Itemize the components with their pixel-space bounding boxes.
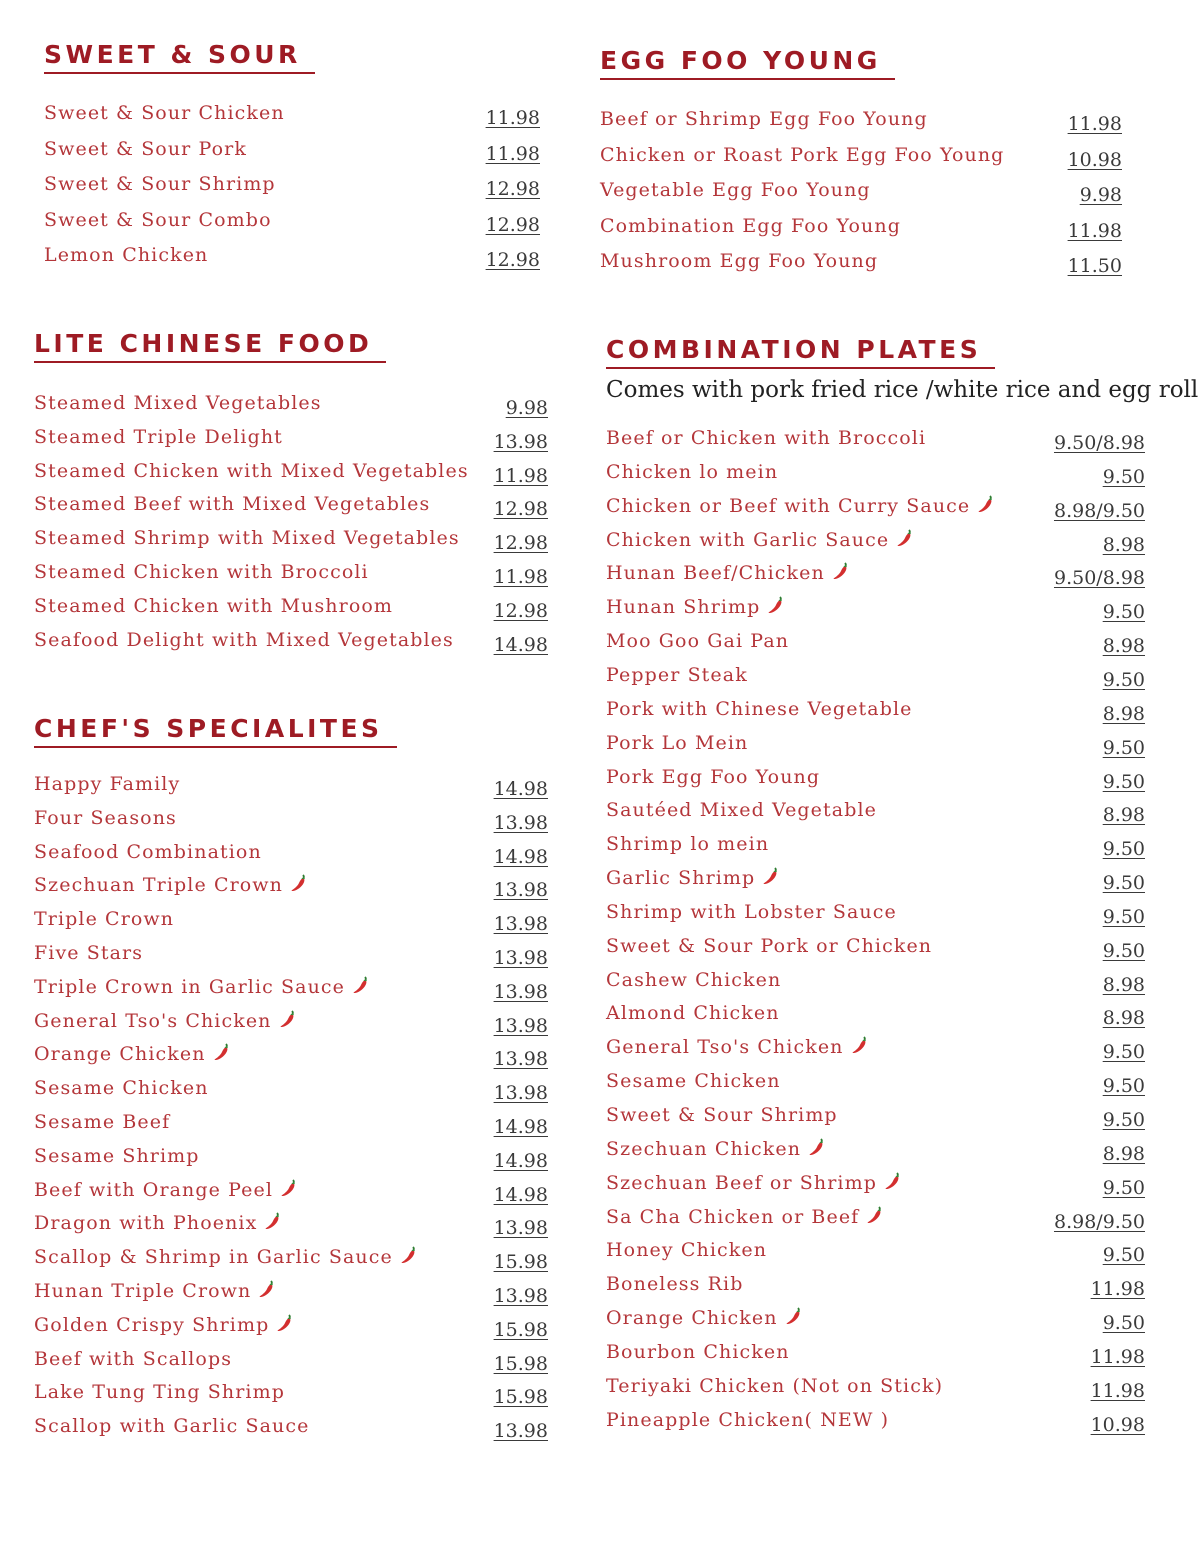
menu-item-name: Shrimp lo mein — [606, 833, 770, 856]
menu-item-price: 14.98 — [493, 1149, 548, 1172]
chili-pepper-icon — [279, 1178, 299, 1204]
menu-item-name: Steamed Chicken with Broccoli — [34, 561, 369, 583]
menu-item — [606, 1340, 790, 1364]
menu-item — [606, 1035, 870, 1061]
menu-item — [34, 391, 322, 415]
menu-item-price: 11.98 — [1090, 1278, 1145, 1301]
menu-item-price: 13.98 — [493, 1014, 548, 1037]
menu-item-price: 14.98 — [493, 633, 548, 656]
menu-item-price: 12.98 — [493, 532, 548, 555]
section-title: EGG FOO YOUNG — [600, 46, 895, 80]
menu-item-name: Szechuan Triple Crown — [34, 874, 284, 897]
menu-item-name: Seafood Combination — [34, 840, 262, 863]
menu-item-name: Steamed Triple Delight — [34, 425, 283, 448]
menu-item — [34, 560, 369, 584]
menu-item-name: Beef with Scallops — [34, 1347, 233, 1370]
menu-item — [600, 249, 878, 273]
menu-item — [606, 663, 748, 687]
menu-item — [34, 840, 262, 864]
menu-item — [606, 1238, 767, 1262]
menu-item — [606, 765, 820, 789]
menu-item-price: 9.50 — [1102, 1244, 1145, 1267]
menu-item — [34, 1042, 232, 1068]
menu-item-price: 10.98 — [1090, 1413, 1145, 1436]
menu-item-price: 11.98 — [485, 142, 540, 165]
menu-item-name: Beef with Orange Peel — [34, 1178, 274, 1201]
menu-item-name: Sesame Beef — [34, 1111, 171, 1133]
menu-item-price: 13.98 — [493, 980, 548, 1003]
menu-item — [34, 425, 283, 449]
menu-item-name: Mushroom Egg Foo Young — [600, 250, 879, 272]
menu-item-price: 9.50 — [1102, 1176, 1145, 1199]
menu-item-name: Hunan Shrimp — [606, 596, 761, 619]
chili-pepper-icon — [865, 1205, 885, 1231]
menu-item-name: Chicken lo mein — [606, 460, 779, 483]
menu-item — [606, 832, 769, 856]
menu-item-price: 13.98 — [493, 1285, 548, 1307]
menu-item-name: Sesame Chicken — [606, 1070, 781, 1093]
menu-item — [606, 697, 912, 721]
menu-item — [34, 806, 177, 830]
menu-item — [606, 968, 781, 992]
chili-pepper-icon — [850, 1035, 870, 1061]
menu-item-price: 8.98 — [1102, 635, 1145, 658]
menu-item-name: Sweet & Sour Pork — [44, 137, 247, 160]
menu-item-price: 9.50 — [1102, 1041, 1145, 1064]
menu-item-name: Sweet & Sour Shrimp — [44, 173, 276, 195]
menu-item-price: 11.98 — [1067, 219, 1122, 242]
menu-item — [34, 1144, 200, 1168]
menu-item-name: Sweet & Sour Combo — [44, 208, 272, 231]
chili-pepper-icon — [976, 494, 996, 520]
section-subtitle: Comes with pork fried rice /white rice and egg roll — [606, 377, 1199, 403]
menu-item — [606, 460, 778, 484]
menu-item-name: Orange Chicken — [606, 1307, 778, 1330]
menu-item-price: 12.98 — [493, 599, 548, 622]
menu-item-name: Steamed Beef with Mixed Vegetables — [34, 493, 431, 516]
menu-item-price: 13.98 — [493, 1082, 548, 1105]
menu-item — [606, 1069, 781, 1093]
menu-item-price: 10.98 — [1067, 148, 1122, 171]
menu-item — [34, 941, 143, 965]
menu-item — [600, 107, 928, 131]
menu-item — [34, 594, 393, 618]
menu-item — [34, 1178, 299, 1204]
menu-item-name: Sweet & Sour Shrimp — [606, 1104, 838, 1126]
menu-item — [34, 1313, 295, 1339]
menu-item-name: Chicken or Roast Pork Egg Foo Young — [600, 143, 1005, 166]
menu-item-price: 8.98 — [1102, 533, 1145, 556]
menu-item-name: Beef or Chicken with Broccoli — [606, 427, 927, 449]
menu-item-name: Triple Crown in Garlic Sauce — [34, 975, 345, 998]
menu-item-name: General Tso's Chicken — [606, 1036, 844, 1059]
menu-item-name: Golden Crispy Shrimp — [34, 1313, 270, 1336]
menu-item — [606, 1205, 885, 1231]
menu-item-price: 13.98 — [493, 430, 548, 453]
chili-pepper-icon — [784, 1306, 804, 1332]
menu-item-price: 9.98 — [505, 397, 548, 419]
menu-item-name: Teriyaki Chicken (Not on Stick) — [606, 1374, 944, 1397]
menu-item-name: Lake Tung Ting Shrimp — [34, 1381, 285, 1404]
menu-item-price: 13.98 — [493, 1217, 548, 1240]
menu-item — [34, 1380, 285, 1404]
menu-item-name: Pork Egg Foo Young — [606, 765, 821, 788]
menu-item-price: 15.98 — [493, 1352, 548, 1375]
chili-pepper-icon — [761, 866, 781, 892]
menu-item-name: Sa Cha Chicken or Beef — [606, 1205, 860, 1228]
menu-item — [606, 731, 748, 755]
menu-item-price: 13.98 — [493, 913, 548, 936]
menu-item — [606, 426, 926, 450]
chili-pepper-icon — [257, 1279, 277, 1305]
menu-item-price: 9.50 — [1102, 1312, 1145, 1335]
menu-item-price: 11.98 — [1090, 1379, 1145, 1402]
menu-item — [606, 900, 897, 924]
menu-item-name: Dragon with Phoenix — [34, 1212, 258, 1235]
menu-item-price: 9.50 — [1102, 465, 1145, 488]
menu-item — [606, 528, 915, 554]
menu-item-name: Chicken or Beef with Curry Sauce — [606, 494, 971, 517]
menu-item — [34, 1414, 309, 1438]
menu-item-name: General Tso's Chicken — [34, 1009, 272, 1032]
menu-item — [44, 137, 247, 161]
menu-item-name: Four Seasons — [34, 806, 177, 829]
menu-item — [606, 1306, 804, 1332]
menu-item-price: 13.98 — [493, 811, 548, 834]
menu-item-price: 9.98 — [1079, 184, 1122, 206]
menu-item — [606, 1272, 744, 1296]
menu-item-name: Hunan Beef/Chicken — [606, 562, 825, 585]
menu-item — [44, 243, 208, 267]
menu-item-price: 15.98 — [493, 1251, 548, 1274]
menu-item-price: 13.98 — [493, 879, 548, 902]
menu-item — [606, 1408, 889, 1432]
menu-item-price: 11.50 — [1067, 255, 1122, 277]
menu-item-name: Steamed Mixed Vegetables — [34, 392, 322, 414]
menu-item-price: 8.98 — [1102, 804, 1145, 827]
menu-item-name: Garlic Shrimp — [606, 867, 756, 890]
menu-item — [34, 459, 469, 483]
menu-item — [606, 561, 851, 587]
menu-item-price: 9.50 — [1102, 872, 1145, 895]
menu-item — [34, 975, 371, 1001]
menu-item-name: Sesame Chicken — [34, 1077, 209, 1100]
menu-item-price: 15.98 — [493, 1386, 548, 1409]
menu-item-price: 11.98 — [493, 566, 548, 588]
chili-pepper-icon — [895, 528, 915, 554]
menu-item — [34, 907, 174, 931]
chili-pepper-icon — [399, 1245, 419, 1271]
menu-item-price: 8.98/9.50 — [1053, 1210, 1145, 1233]
menu-item — [606, 1374, 943, 1398]
menu-item-price: 14.98 — [493, 778, 548, 800]
menu-item-name: Seafood Delight with Mixed Vegetables — [34, 628, 454, 651]
menu-item-price: 15.98 — [493, 1318, 548, 1341]
menu-item-name: Shrimp with Lobster Sauce — [606, 900, 897, 923]
menu-item-name: Triple Crown — [34, 908, 175, 931]
menu-item — [600, 143, 1004, 167]
menu-item — [606, 1171, 903, 1197]
menu-item-name: Vegetable Egg Foo Young — [600, 179, 871, 201]
menu-item-name: Szechuan Chicken — [606, 1137, 802, 1160]
menu-item-name: Boneless Rib — [606, 1273, 744, 1296]
menu-item — [606, 798, 877, 822]
menu-item — [606, 1103, 838, 1127]
menu-item — [44, 101, 285, 125]
menu-item — [606, 1001, 780, 1025]
menu-item-name: Sweet & Sour Pork or Chicken — [606, 934, 933, 957]
menu-item-price: 12.98 — [485, 213, 540, 236]
menu-item — [606, 934, 932, 958]
chili-pepper-icon — [766, 595, 786, 621]
menu-item-name: Cashew Chicken — [606, 968, 782, 991]
menu-item-name: Beef or Shrimp Egg Foo Young — [600, 108, 928, 130]
menu-item — [34, 1009, 298, 1035]
chili-pepper-icon — [263, 1211, 283, 1237]
menu-item-price: 8.98 — [1102, 1007, 1145, 1030]
chili-pepper-icon — [351, 975, 371, 1001]
menu-item — [606, 866, 781, 892]
chili-pepper-icon — [883, 1171, 903, 1197]
menu-item-price: 14.98 — [493, 845, 548, 868]
menu-item — [34, 873, 309, 899]
section-title: SWEET & SOUR — [44, 40, 315, 74]
menu-item-price: 9.50/8.98 — [1053, 567, 1145, 590]
section-title: LITE CHINESE FOOD — [34, 329, 386, 363]
menu-item-name: Hunan Triple Crown — [34, 1280, 252, 1302]
menu-item — [606, 629, 789, 653]
menu-item-name: Sweet & Sour Chicken — [44, 102, 285, 124]
menu-item-name: Chicken with Garlic Sauce — [606, 528, 890, 551]
menu-item — [34, 1076, 209, 1100]
menu-item-name: Combination Egg Foo Young — [600, 214, 901, 237]
menu-item-price: 9.50 — [1102, 838, 1145, 861]
section-title: COMBINATION PLATES — [606, 335, 995, 369]
menu-item-name: Steamed Chicken with Mushroom — [34, 594, 394, 617]
chili-pepper-icon — [831, 561, 851, 587]
menu-item-price: 9.50 — [1102, 601, 1145, 624]
menu-item-name: Almond Chicken — [606, 1002, 780, 1025]
menu-item-price: 13.98 — [493, 1048, 548, 1071]
menu-item-price: 11.98 — [493, 464, 548, 487]
menu-item-price: 13.98 — [493, 947, 548, 969]
menu-item-price: 12.98 — [485, 178, 540, 200]
menu-item-name: Pineapple Chicken( NEW ) — [606, 1408, 890, 1431]
menu-item — [34, 526, 460, 550]
menu-item — [34, 1347, 232, 1371]
menu-item — [44, 208, 272, 232]
menu-item — [606, 1137, 827, 1163]
menu-item-price: 12.98 — [485, 249, 540, 271]
menu-item-price: 14.98 — [493, 1116, 548, 1138]
menu-item — [34, 772, 180, 796]
menu-item-price: 9.50 — [1102, 1109, 1145, 1131]
menu-item-price: 9.50 — [1102, 905, 1145, 928]
menu-item-name: Steamed Chicken with Mixed Vegetables — [34, 459, 469, 482]
menu-item-name: Orange Chicken — [34, 1043, 206, 1066]
menu-item-name: Steamed Shrimp with Mixed Vegetables — [34, 527, 460, 550]
menu-item-price: 8.98 — [1102, 973, 1145, 996]
menu-item — [34, 1245, 419, 1271]
menu-item-price: 9.50 — [1102, 939, 1145, 962]
section-title: CHEF'S SPECIALITES — [34, 714, 397, 748]
menu-item-price: 9.50 — [1102, 1075, 1145, 1098]
menu-item-price: 8.98 — [1102, 1142, 1145, 1165]
menu-item-price: 9.50/8.98 — [1053, 432, 1145, 454]
menu-item-name: Happy Family — [34, 773, 181, 795]
menu-item-price: 8.98/9.50 — [1053, 499, 1145, 522]
chili-pepper-icon — [807, 1137, 827, 1163]
menu-item-name: Pork with Chinese Vegetable — [606, 697, 913, 720]
menu-item-name: Pork Lo Mein — [606, 731, 749, 754]
menu-item-name: Moo Goo Gai Pan — [606, 630, 790, 653]
menu-item-name: Scallop & Shrimp in Garlic Sauce — [34, 1246, 393, 1269]
menu-item-price: 11.98 — [1090, 1345, 1145, 1368]
menu-item-price: 9.50 — [1102, 770, 1145, 793]
chili-pepper-icon — [212, 1042, 232, 1068]
menu-item-price: 14.98 — [493, 1183, 548, 1206]
menu-item — [44, 172, 276, 196]
menu-item-name: Sautéed Mixed Vegetable — [606, 799, 877, 822]
menu-item — [34, 492, 430, 516]
chili-pepper-icon — [278, 1009, 298, 1035]
menu-item-price: 9.50 — [1102, 736, 1145, 759]
menu-item — [600, 178, 871, 202]
menu-item-name: Honey Chicken — [606, 1239, 768, 1262]
menu-item-name: Scallop with Garlic Sauce — [34, 1415, 310, 1438]
menu-item-name: Sesame Shrimp — [34, 1144, 200, 1167]
menu-item — [34, 1110, 170, 1134]
menu-item — [34, 1279, 277, 1305]
menu-item — [34, 628, 454, 652]
menu-item-name: Pepper Steak — [606, 663, 748, 686]
menu-item — [34, 1211, 283, 1237]
menu-item-price: 11.98 — [485, 107, 540, 129]
menu-item — [600, 214, 901, 238]
menu-item-price: 13.98 — [493, 1420, 548, 1443]
menu-item-name: Szechuan Beef or Shrimp — [606, 1171, 877, 1194]
menu-item-price: 9.50 — [1102, 668, 1145, 691]
menu-item-price: 12.98 — [493, 498, 548, 521]
chili-pepper-icon — [289, 873, 309, 899]
menu-item-price: 8.98 — [1102, 702, 1145, 725]
menu-item-name: Five Stars — [34, 942, 144, 964]
menu-item — [606, 494, 996, 520]
menu-item-price: 11.98 — [1067, 113, 1122, 135]
menu-item-name: Bourbon Chicken — [606, 1340, 790, 1363]
menu-item-name: Lemon Chicken — [44, 244, 209, 266]
chili-pepper-icon — [275, 1313, 295, 1339]
menu-item — [606, 595, 786, 621]
